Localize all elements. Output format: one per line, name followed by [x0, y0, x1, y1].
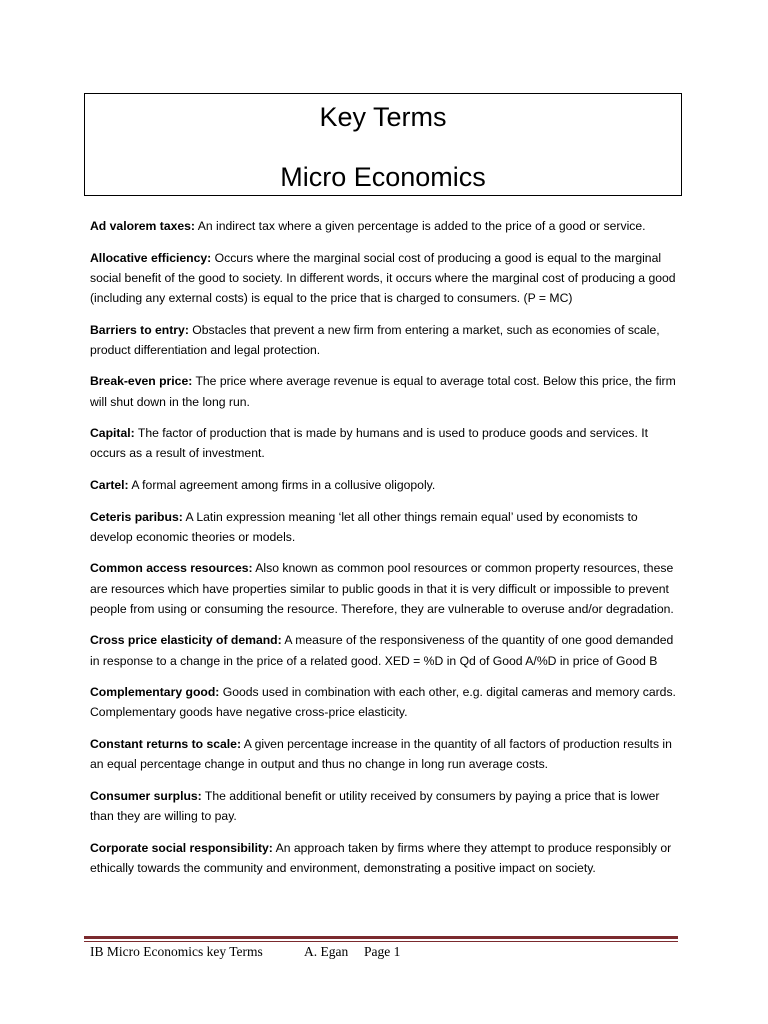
glossary-entry-corporate-social-responsibility — [90, 838, 680, 878]
term-definition: A formal agreement among firms in a collusive oligopoly. — [128, 477, 436, 492]
term-definition: The additional benefit or utility received by consumers by paying a price that is lower than they are willing to pay. — [90, 788, 660, 823]
term-name: Cross price elasticity of demand: — [90, 633, 282, 648]
glossary-entry-cartel — [90, 475, 680, 495]
footer-page-number: Page 1 — [364, 944, 401, 959]
term-definition: A measure of the responsiveness of the quantity of one good demanded in response to a change in the price of a related good. XED = %D in Qd of Good A/%D in price of Good B — [90, 633, 674, 668]
term-name: Complementary good: — [90, 685, 220, 700]
term-name: Consumer surplus: — [90, 788, 202, 803]
glossary-entry-barriers-to-entry — [90, 320, 680, 360]
footer-divider-thick — [84, 936, 678, 939]
glossary-entry-common-access-resources — [90, 558, 680, 619]
term-definition: A given percentage increase in the quantity of all factors of production results in an equal percentage change in output and thus no change in long run average costs. — [90, 736, 672, 772]
term-definition: The factor of production that is made by humans and is used to produce goods and services. It occurs as a result of investment. — [90, 426, 649, 461]
term-name: Capital: — [90, 426, 135, 441]
term-definition: The price where average revenue is equal to average total cost. Below this price, the firm will shut down in the long run. — [90, 374, 676, 409]
page-subtitle: Micro Economics — [280, 162, 486, 192]
term-definition: Also known as common pool resources or common property resources, these are resources which have properties similar to public goods in that it is very difficult or impossible to prevent people from using or consuming the resource. Therefore, they are vulnerable to overuse and/or degradation. — [90, 561, 674, 616]
term-name: Break-even price: — [90, 374, 193, 389]
term-name: Cartel: — [90, 477, 129, 492]
glossary-entry-capital — [90, 423, 680, 463]
glossary-entry-break-even-price — [90, 371, 680, 411]
glossary-entry-cross-price-elasticity — [90, 630, 680, 670]
footer-author: A. Egan — [304, 944, 349, 959]
term-definition: A Latin expression meaning ‘let all other things remain equal’ used by economists to develop economic theories or models. — [90, 509, 638, 544]
glossary-entry-ceteris-paribus — [90, 507, 680, 547]
glossary-entry-ad-valorem-taxes — [90, 216, 680, 236]
term-definition: An approach taken by firms where they attempt to produce responsibly or ethically towards the community and environment, demonstrating a positive impact on society. — [90, 840, 672, 875]
page-title: Key Terms — [319, 102, 447, 132]
term-name: Common access resources: — [90, 561, 253, 576]
term-name: Constant returns to scale: — [90, 736, 242, 751]
footer-divider-thin — [84, 941, 678, 942]
term-name: Corporate social responsibility: — [90, 840, 273, 855]
glossary-entry-constant-returns-to-scale — [90, 734, 680, 774]
term-name: Ceteris paribus: — [90, 509, 183, 524]
glossary-entry-allocative-efficiency — [90, 248, 680, 309]
term-name: Ad valorem taxes: — [90, 219, 195, 233]
term-definition: Goods used in combination with each other, e.g. digital cameras and memory cards. Complementary goods have negative cross-price elasticity. — [90, 685, 676, 720]
glossary-entry-consumer-surplus — [90, 786, 680, 826]
term-name: Barriers to entry: — [90, 322, 189, 337]
term-definition: An indirect tax where a given percentage is added to the price of a good or service. — [195, 219, 646, 233]
page-footer — [90, 943, 400, 961]
footer-document-title: IB Micro Economics key Terms — [90, 944, 263, 959]
term-name: Allocative efficiency: — [90, 250, 212, 265]
glossary-entry-complementary-good — [90, 682, 680, 722]
title-box — [84, 93, 682, 196]
glossary-list — [90, 216, 680, 889]
term-definition: Obstacles that prevent a new firm from entering a market, such as economies of scale, product differentiation and legal protection. — [90, 322, 660, 357]
term-definition: Occurs where the marginal social cost of producing a good is equal to the marginal social benefit of the good to society. In different words, it occurs where the marginal cost of producing a good (including any external costs) is equal to the price that is charged to consumers. (P = MC) — [90, 250, 676, 305]
